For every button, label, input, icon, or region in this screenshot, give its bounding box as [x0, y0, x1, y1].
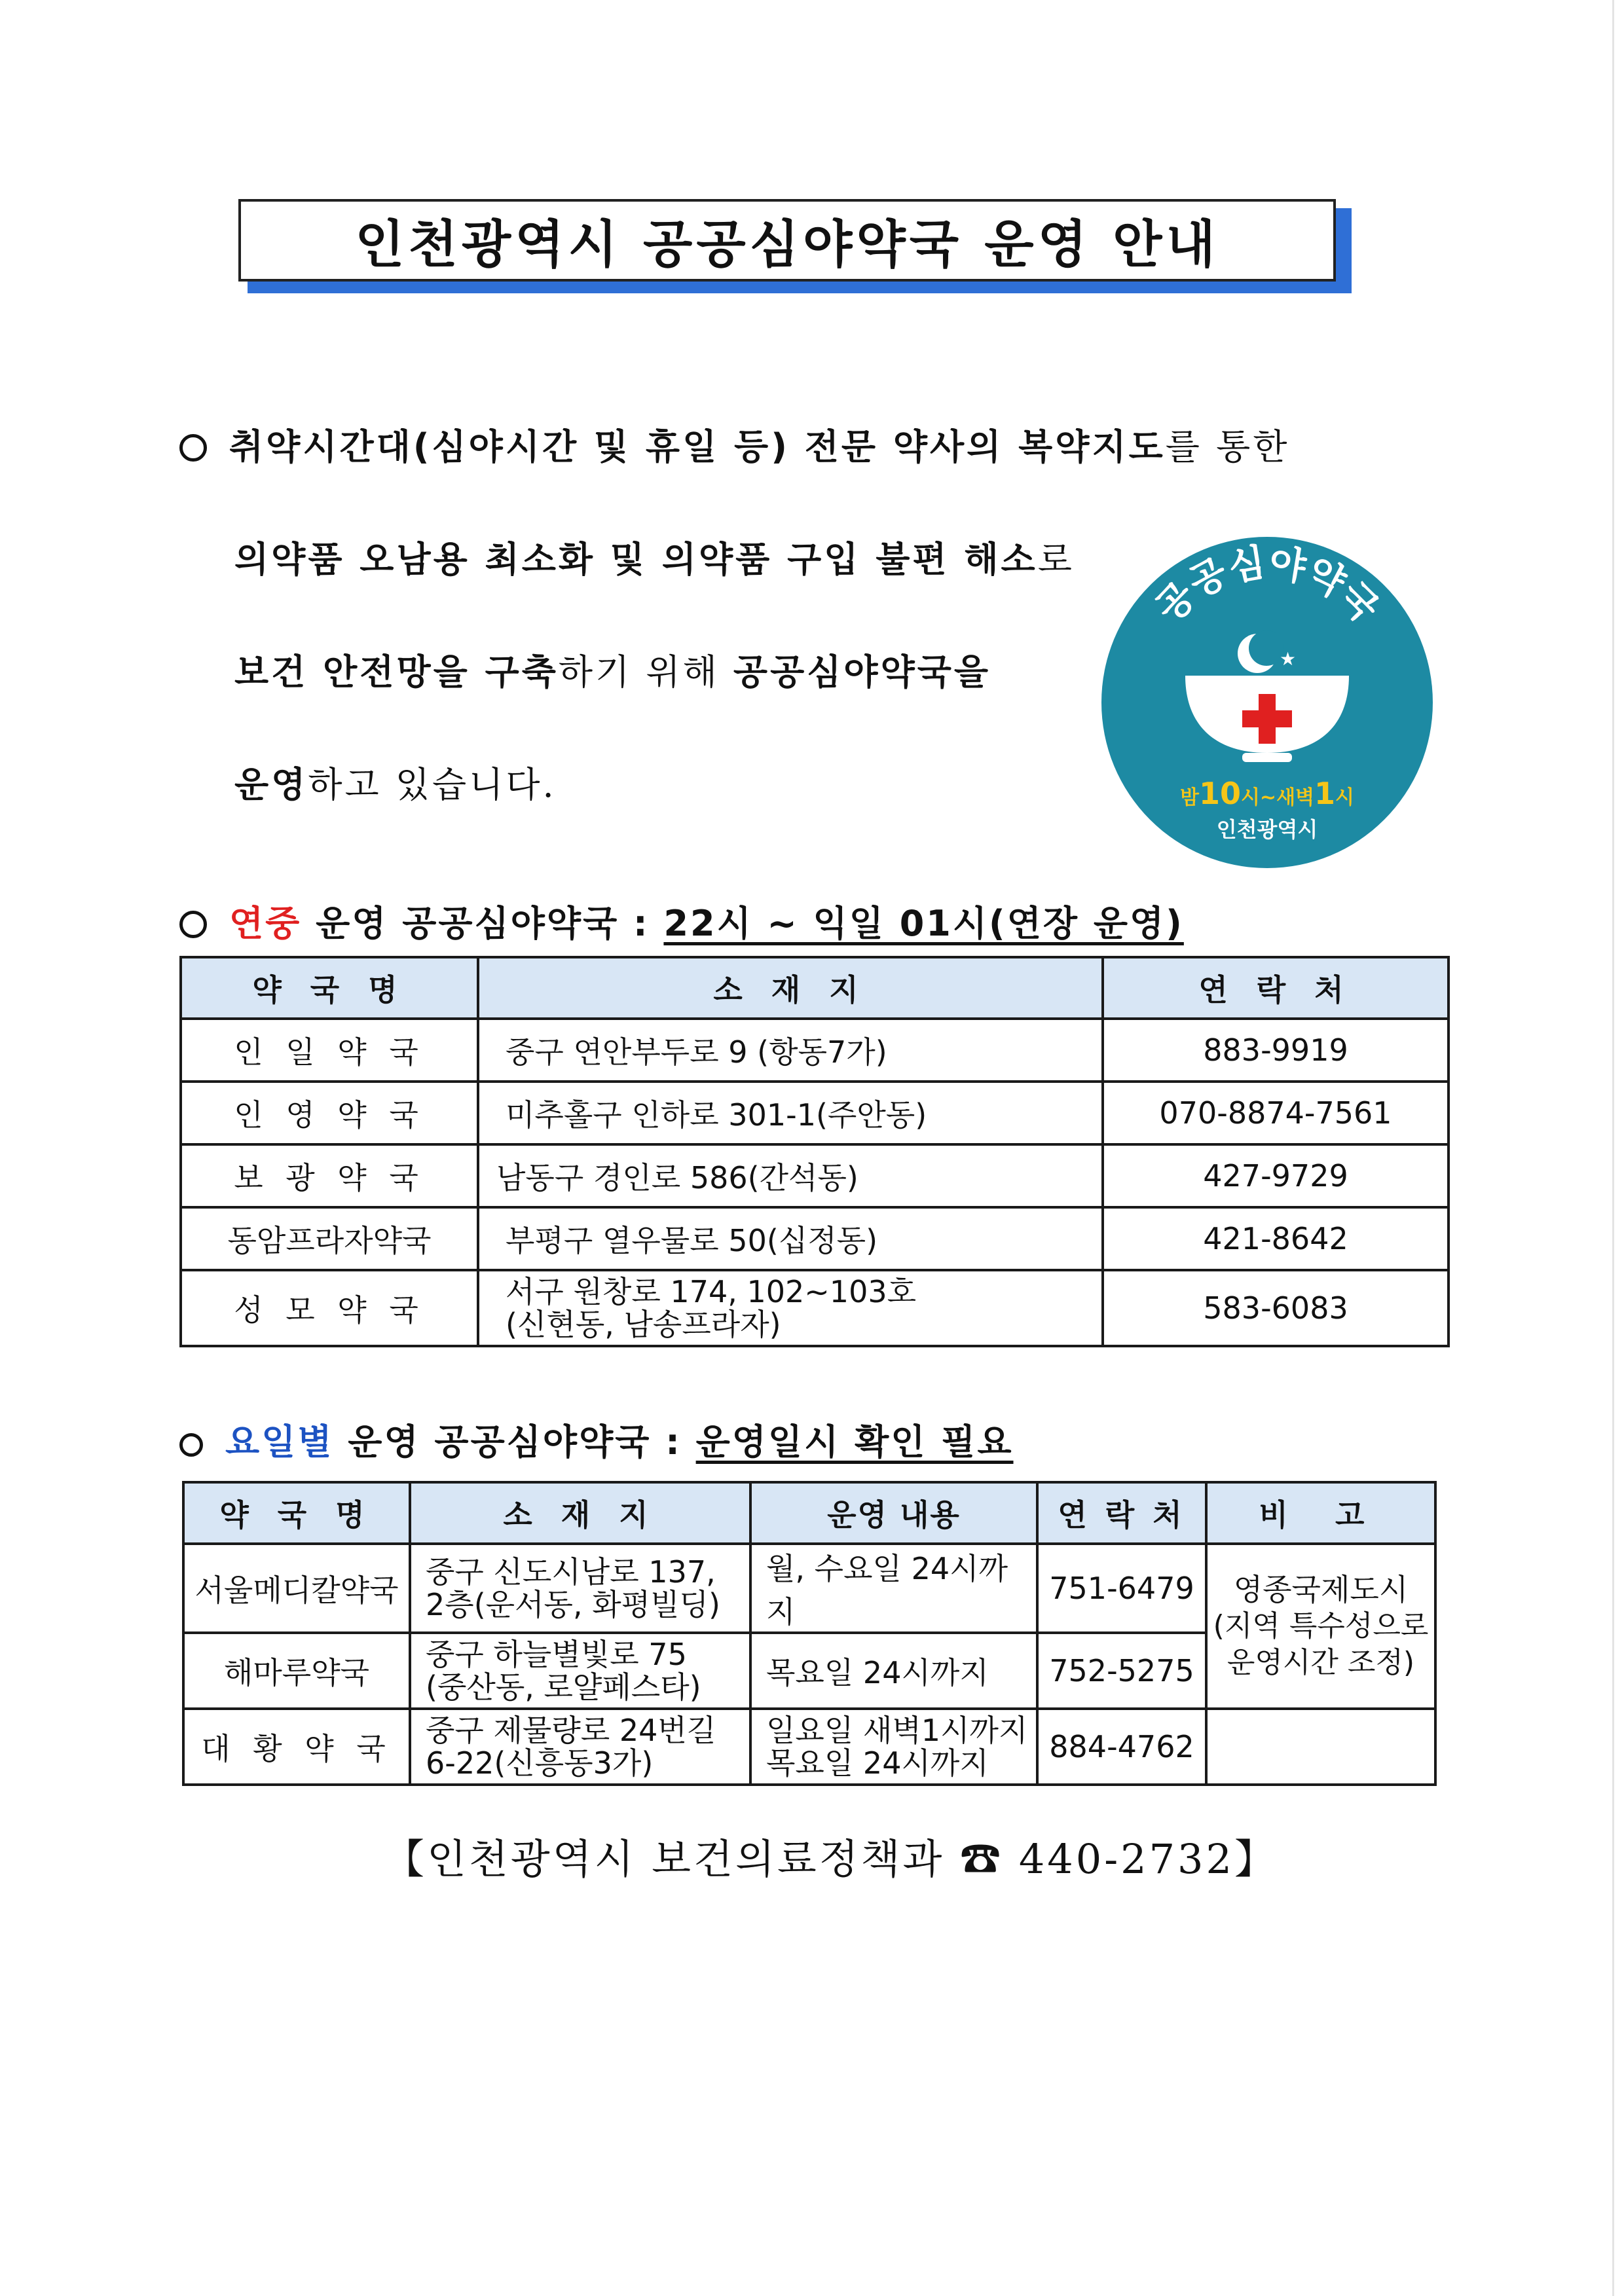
- pharmacy-address: [410, 1709, 750, 1785]
- pharmacy-name: 성 모 약 국: [181, 1270, 478, 1346]
- header-hours: 운영 내용: [750, 1482, 1037, 1544]
- star-icon: ★: [1280, 648, 1297, 670]
- phone-icon: ☎: [960, 1835, 1004, 1883]
- header-phone: 연 락 처: [1037, 1482, 1206, 1544]
- intro-bold: 운영: [234, 764, 308, 805]
- note-cell: [1206, 1544, 1435, 1709]
- section2-text: 운영 공공심야약국 :: [333, 1421, 696, 1463]
- pharmacy-address: 미추홀구 인하로 301-1(주안동): [478, 1082, 1103, 1144]
- intro-bold: 취약시간대(심야시간 및 휴일 등) 전문 약사의 복약지도: [229, 426, 1166, 467]
- address-line: 서구 원창로 174, 102~103호: [506, 1274, 917, 1309]
- pharmacy-phone: 421-8642: [1103, 1207, 1449, 1270]
- section1-text: 운영 공공심야약국 :: [301, 903, 664, 944]
- title-box: [238, 199, 1336, 282]
- pharmacy-name: 해마루약국: [183, 1633, 410, 1709]
- pharmacy-address: [410, 1633, 750, 1709]
- table-row: [181, 1144, 1449, 1207]
- pharmacy-phone: 883-9919: [1103, 1019, 1449, 1082]
- header-address: 소 재 지: [410, 1482, 750, 1544]
- pharmacy-address: [478, 1270, 1103, 1346]
- address-line: 2층(운서동, 화평빌딩): [426, 1587, 720, 1622]
- intro-normal: 하기 위해: [558, 651, 733, 693]
- intro-bold: 공공심야약국을: [733, 651, 991, 693]
- section2-highlight: 요일별: [225, 1421, 334, 1463]
- hours-line: 일요일 새벽1시까지: [766, 1713, 1028, 1748]
- pharmacy-phone: 751-6479: [1037, 1544, 1206, 1633]
- note-cell-empty: [1206, 1709, 1435, 1785]
- circle-bullet-icon: [179, 911, 207, 938]
- footer-contact: [384, 1827, 1278, 1885]
- header-name: 약 국 명: [181, 957, 478, 1019]
- section2-heading: [179, 1414, 1014, 1465]
- pharmacy-address: 남동구 경인로 586(간석동): [478, 1144, 1103, 1207]
- bracket-open: 【: [384, 1835, 428, 1883]
- intro-line-4: [234, 757, 557, 807]
- note-line: (지역 특수성으로: [1213, 1609, 1429, 1643]
- address-line: 중구 제물량로 24번길: [426, 1713, 716, 1748]
- badge-title: 공공심야약국: [1147, 539, 1388, 631]
- header-note: 비 고: [1206, 1482, 1435, 1544]
- table-row: [181, 1019, 1449, 1082]
- table-row: [181, 1207, 1449, 1270]
- address-line: 6-22(신흥동3가): [426, 1745, 654, 1781]
- intro-normal: 하고 있습니다.: [308, 764, 557, 805]
- intro-bold: 보건 안전망을 구축: [234, 651, 559, 693]
- footer-phone: 440-2732: [1003, 1835, 1234, 1883]
- header-address: 소 재 지: [478, 957, 1103, 1019]
- pharmacy-name: 서울메디칼약국: [183, 1544, 410, 1633]
- operating-hours: 목요일 24시까지: [750, 1633, 1037, 1709]
- hours-line: 목요일 24시까지: [766, 1745, 989, 1781]
- address-line: 중구 신도시남로 137,: [426, 1554, 716, 1590]
- badge-time: 밤10시~새벽1시: [1179, 776, 1355, 811]
- pharmacy-name: 대 황 약 국: [183, 1709, 410, 1785]
- pharmacy-phone: 884-4762: [1037, 1709, 1206, 1785]
- pharmacy-phone: 427-9729: [1103, 1144, 1449, 1207]
- bracket-close: 】: [1234, 1835, 1278, 1883]
- table-header-row: [183, 1482, 1435, 1544]
- pharmacy-name: 인 일 약 국: [181, 1019, 478, 1082]
- address-line: 중구 하늘별빛로 75: [426, 1637, 687, 1672]
- page-edge-line: [1612, 0, 1614, 2296]
- table-header-row: [181, 957, 1449, 1019]
- section2-note: 운영일시 확인 필요: [695, 1421, 1014, 1463]
- pharmacy-address: 중구 연안부두로 9 (항동7가): [478, 1019, 1103, 1082]
- note-line: 운영시간 조정): [1227, 1646, 1415, 1679]
- yearround-pharmacy-table: [179, 956, 1450, 1347]
- note-line: 영종국제도시: [1233, 1572, 1409, 1607]
- pharmacy-name: 보 광 약 국: [181, 1144, 478, 1207]
- pharmacy-name: 동암프라자약국: [181, 1207, 478, 1270]
- operating-hours: [750, 1709, 1037, 1785]
- operating-hours: 월, 수요일 24시까지: [750, 1544, 1037, 1633]
- section1-hours: 22시 ~ 익일 01시(연장 운영): [663, 903, 1184, 944]
- header-phone: 연 락 처: [1103, 957, 1449, 1019]
- section1-highlight: 연중: [229, 903, 302, 944]
- intro-line-1: [179, 419, 1289, 469]
- circle-bullet-icon: [179, 1433, 203, 1457]
- intro-normal: 로: [1037, 539, 1075, 580]
- pharmacy-address: 부평구 열우물로 50(십정동): [478, 1207, 1103, 1270]
- table-row: [183, 1709, 1435, 1785]
- pharmacy-phone: 583-6083: [1103, 1270, 1449, 1346]
- intro-normal: 를 통한: [1165, 426, 1290, 467]
- section1-heading: [179, 896, 1184, 946]
- intro-line-3: [234, 644, 991, 695]
- address-line: (중산동, 로얄페스타): [426, 1669, 701, 1705]
- footer-dept: 인천광역시 보건의료정책과: [427, 1835, 961, 1883]
- intro-bold: 의약품 오남용 최소화 및 의약품 구입 불편 해소: [234, 539, 1038, 580]
- pharmacy-name: 인 영 약 국: [181, 1082, 478, 1144]
- night-pharmacy-badge: [1101, 537, 1433, 868]
- badge-graphic: [1101, 537, 1433, 868]
- table-row: [183, 1544, 1435, 1633]
- star-icon: ✦: [1242, 655, 1249, 665]
- badge-city: 인천광역시: [1216, 817, 1318, 842]
- table-row: [181, 1082, 1449, 1144]
- page-title: 인천광역시 공공심야약국 운영 안내: [355, 215, 1219, 274]
- pharmacy-phone: 752-5275: [1037, 1633, 1206, 1709]
- table-row: [181, 1270, 1449, 1346]
- header-name: 약 국 명: [183, 1482, 410, 1544]
- weekday-pharmacy-table: [182, 1481, 1437, 1786]
- circle-bullet-icon: [179, 434, 207, 462]
- address-line: (신현동, 남송프라자): [506, 1307, 781, 1342]
- intro-line-2: [234, 532, 1075, 582]
- pharmacy-phone: 070-8874-7561: [1103, 1082, 1449, 1144]
- pharmacy-address: [410, 1544, 750, 1633]
